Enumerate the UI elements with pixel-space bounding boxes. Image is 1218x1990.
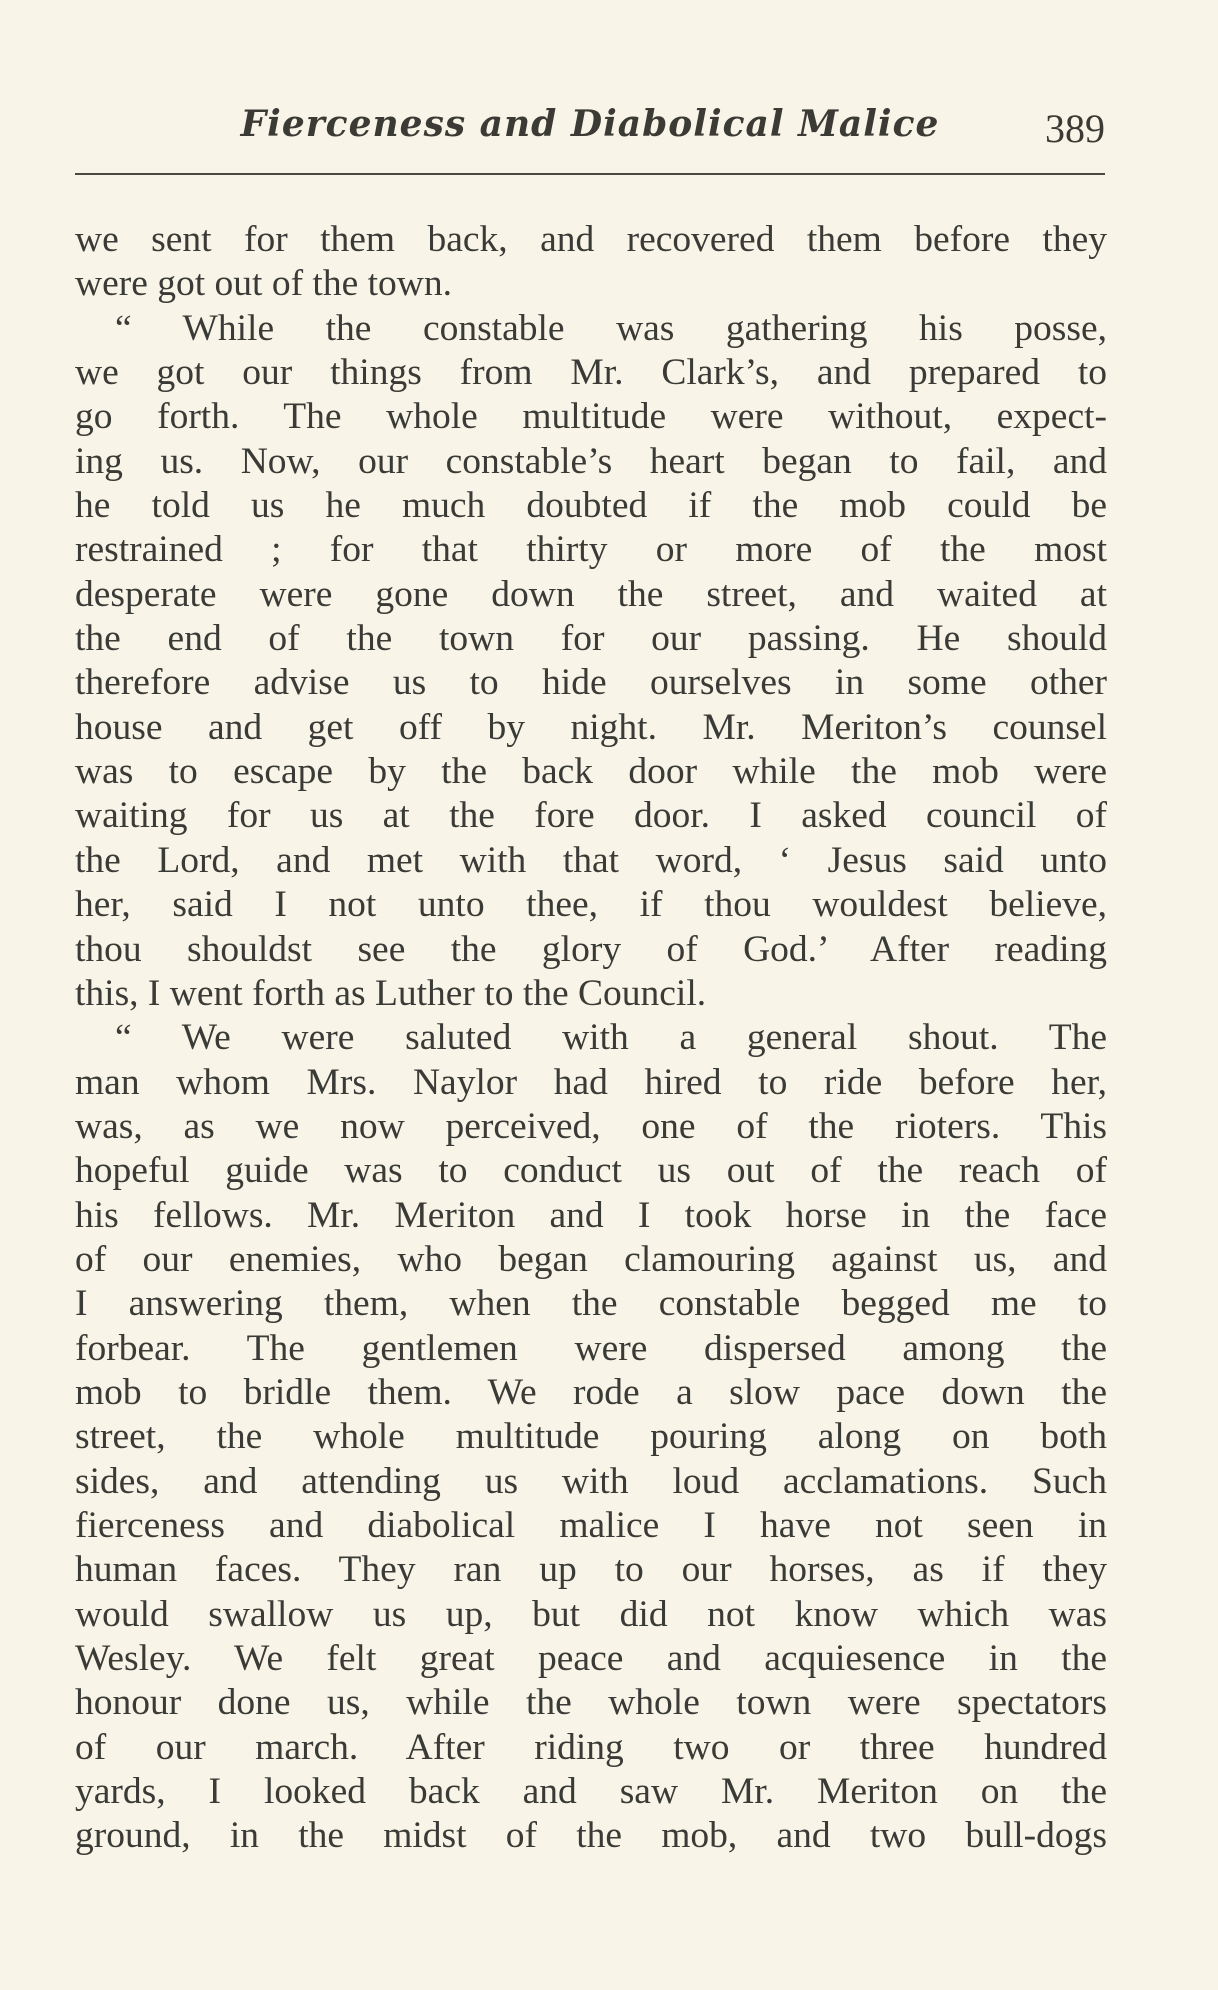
text-line: restrained ; for that thirty or more of the most: [75, 529, 1107, 571]
text-line: fierceness and diabolical malice I have not seen in: [75, 1504, 1107, 1546]
text-line: was, as we now perceived, one of the rioters. This: [75, 1105, 1107, 1147]
text-line: her, said I not unto thee, if thou wouldest believe,: [75, 884, 1107, 926]
text-line: honour done us, while the whole town were spectators: [75, 1682, 1107, 1724]
text-line: go forth. The whole multitude were without, expect-: [75, 396, 1107, 438]
text-line: yards, I looked back and saw Mr. Meriton on the: [75, 1771, 1107, 1813]
header-rule: [75, 173, 1105, 175]
text-line: we got our things from Mr. Clark’s, and prepared to: [75, 352, 1107, 394]
text-line: he told us he much doubted if the mob could be: [75, 485, 1107, 527]
text-line: was to escape by the back door while the mob were: [75, 751, 1107, 793]
text-line: “ While the constable was gathering his posse,: [115, 307, 1107, 349]
text-line: the end of the town for our passing. He should: [75, 618, 1107, 660]
text-line: sides, and attending us with loud acclamations. Such: [75, 1460, 1107, 1502]
text-line: mob to bridle them. We rode a slow pace down the: [75, 1371, 1107, 1413]
text-line: house and get off by night. Mr. Meriton’s counsel: [75, 706, 1107, 748]
text-line: human faces. They ran up to our horses, as if they: [75, 1549, 1107, 1591]
text-line: therefore advise us to hide ourselves in some other: [75, 662, 1107, 704]
text-line: of our march. After riding two or three hundred: [75, 1726, 1107, 1768]
running-title: Fierceness and Diabolical Malice: [240, 103, 940, 145]
text-line: hopeful guide was to conduct us out of the reach of: [75, 1150, 1107, 1192]
text-line: thou shouldst see the glory of God.’ After reading: [75, 928, 1107, 970]
text-line: street, the whole multitude pouring along on both: [75, 1416, 1107, 1458]
text-line: man whom Mrs. Naylor had hired to ride before her,: [75, 1061, 1107, 1103]
text-line: we sent for them back, and recovered them before they: [75, 219, 1107, 260]
page-number: 389: [1045, 106, 1105, 151]
text-line: of our enemies, who began clamouring against us, and: [75, 1238, 1107, 1280]
body-text: [75, 218, 1107, 1859]
text-line: would swallow us up, but did not know which was: [75, 1593, 1107, 1635]
text-line: were got out of the town.: [75, 263, 452, 305]
text-line: this, I went forth as Luther to the Council.: [75, 972, 707, 1014]
text-line: I answering them, when the constable begged me to: [75, 1283, 1107, 1325]
text-line: desperate were gone down the street, and waited at: [75, 573, 1107, 615]
text-line: ing us. Now, our constable’s heart began to fail, and: [75, 440, 1107, 482]
text-line: waiting for us at the fore door. I asked council of: [75, 795, 1107, 837]
text-line: his fellows. Mr. Meriton and I took horse in the face: [75, 1194, 1107, 1236]
page-header: [75, 95, 1105, 165]
text-line: “ We were saluted with a general shout. The: [115, 1017, 1107, 1059]
text-line: Wesley. We felt great peace and acquiesence in the: [75, 1638, 1107, 1679]
text-line: the Lord, and met with that word, ‘ Jesus said unto: [75, 839, 1107, 881]
text-line: ground, in the midst of the mob, and two bull-dogs: [75, 1815, 1107, 1857]
text-line: forbear. The gentlemen were dispersed among the: [75, 1327, 1107, 1369]
